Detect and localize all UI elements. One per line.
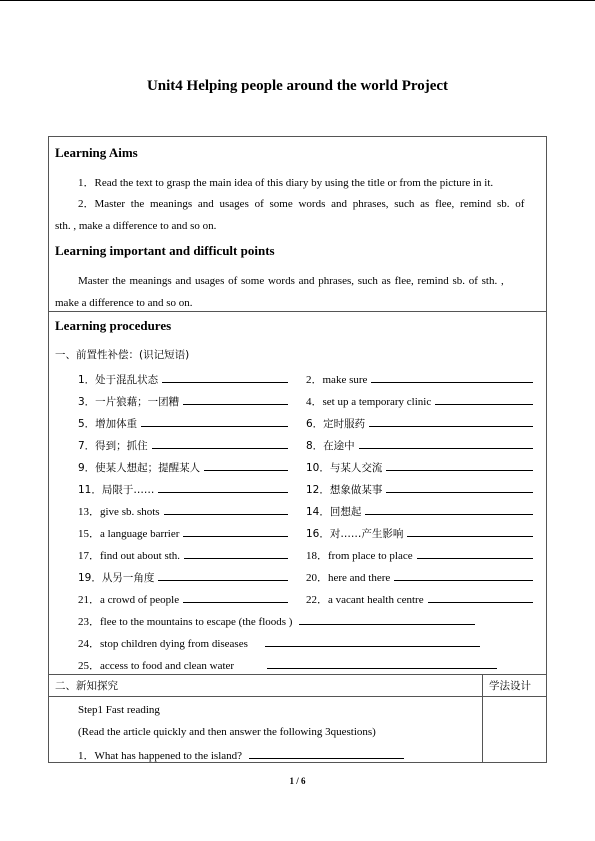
- vocab-item-label: 17．find out about sth.: [78, 550, 181, 562]
- question-1-answer-blank[interactable]: [249, 747, 404, 759]
- vocab-item-label: 11．局限于……: [78, 484, 155, 496]
- vocab-item: [306, 393, 533, 409]
- vocab-item-23-blank[interactable]: [299, 613, 475, 625]
- vocab-item-blank[interactable]: [164, 503, 288, 515]
- vocab-item-label: 21．a crowd of people: [78, 594, 180, 606]
- side-column-heading: 学法设计: [489, 680, 531, 692]
- question-1: [78, 747, 404, 763]
- vocab-item-label: 19．从另一角度: [78, 572, 155, 584]
- vocab-item: [78, 569, 288, 585]
- vocab-item: [78, 371, 288, 387]
- vocab-item-25-label: 25．access to food and clean water: [78, 660, 235, 672]
- vocab-item: [306, 503, 533, 519]
- vocab-item: [78, 437, 288, 453]
- vocab-item-blank[interactable]: [428, 591, 533, 603]
- vocab-item: [306, 459, 533, 475]
- procedures-heading: Learning procedures: [55, 318, 172, 333]
- vocab-item-label: 8．在途中: [306, 440, 355, 452]
- vocab-item-label: 20．here and there: [306, 572, 391, 584]
- vocab-item-24: [78, 635, 480, 651]
- vocab-item-25-blank[interactable]: [267, 657, 497, 669]
- vocab-item: [78, 415, 288, 431]
- vocab-item: [78, 459, 288, 475]
- vocab-item-label: 18．from place to place: [306, 550, 413, 562]
- vocab-item: [306, 415, 533, 431]
- step1-instruction: (Read the article quickly and then answer the following 3questions): [78, 726, 376, 738]
- vocab-item-label: 22．a vacant health centre: [306, 594, 424, 606]
- step1-heading: Step1 Fast reading: [78, 704, 160, 716]
- divider-step1: [48, 696, 547, 697]
- vocab-item-label: 13．give sb. shots: [78, 506, 160, 518]
- vocab-item: [306, 525, 533, 541]
- vocab-item: [78, 525, 288, 541]
- divider-procedures: [48, 311, 547, 312]
- vocab-item-blank[interactable]: [359, 437, 533, 449]
- vocab-item-label: 4．set up a temporary clinic: [306, 396, 432, 408]
- vocab-item-blank[interactable]: [158, 481, 288, 493]
- aim-item-2-line2: sth. , make a difference to and so on.: [55, 220, 217, 232]
- vocab-item-label: 14．回想起: [306, 506, 362, 518]
- vocab-item: [306, 547, 533, 563]
- vocab-item-label: 3．一片狼藉；一团糟: [78, 396, 180, 408]
- vocab-item: [306, 437, 533, 453]
- vocab-item: [78, 481, 288, 497]
- vocab-item-label: 10．与某人交流: [306, 462, 383, 474]
- learning-aims-heading: Learning Aims: [55, 145, 138, 160]
- vocab-item-label: 5．增加体重: [78, 418, 138, 430]
- vocab-item-label: 15．a language barrier: [78, 528, 180, 540]
- vocab-item-blank[interactable]: [162, 371, 288, 383]
- vocab-item-blank[interactable]: [204, 459, 288, 471]
- vocab-item-blank[interactable]: [394, 569, 533, 581]
- vocab-item-blank[interactable]: [386, 459, 533, 471]
- vocab-item: [306, 481, 533, 497]
- question-1-label: 1．What has happened to the island?: [78, 750, 243, 762]
- vocab-item-label: 9．使某人想起；提醒某人: [78, 462, 201, 474]
- section2-heading: 二、新知探究: [55, 680, 118, 692]
- vocab-item: [78, 591, 288, 607]
- vocab-item-blank[interactable]: [183, 591, 288, 603]
- important-points-line2: make a difference to and so on.: [55, 297, 193, 309]
- vocab-item: [306, 569, 533, 585]
- section1-heading: 一、前置性补偿：(识记短语): [55, 349, 190, 361]
- vocab-item-blank[interactable]: [184, 547, 288, 559]
- vocab-item: [78, 547, 288, 563]
- vocab-item-24-label: 24．stop children dying from diseases: [78, 638, 248, 650]
- vocab-item-blank[interactable]: [141, 415, 288, 427]
- vocab-item-blank[interactable]: [386, 481, 533, 493]
- vocab-item-blank[interactable]: [407, 525, 533, 537]
- vocab-item-blank[interactable]: [152, 437, 288, 449]
- vocab-item-23-label: 23．flee to the mountains to escape (the floods ): [78, 616, 293, 628]
- aim-item-1: 1．Read the text to grasp the main idea of this diary by using the title or from the picture in it.: [78, 177, 494, 189]
- vocab-item: [78, 393, 288, 409]
- page-title: Unit4 Helping people around the world Project: [146, 78, 449, 94]
- vocab-item-blank[interactable]: [371, 371, 533, 383]
- vocab-item-24-blank[interactable]: [265, 635, 480, 647]
- divider-side-column: [482, 674, 483, 763]
- vocab-item-blank[interactable]: [183, 525, 288, 537]
- vocab-item-blank[interactable]: [435, 393, 533, 405]
- vocab-item: [78, 503, 288, 519]
- vocab-item-blank[interactable]: [158, 569, 288, 581]
- vocab-item-blank[interactable]: [365, 503, 533, 515]
- vocab-item-blank[interactable]: [183, 393, 288, 405]
- vocab-item-23: [78, 613, 475, 629]
- vocab-item-label: 2．make sure: [306, 374, 368, 386]
- vocab-item-label: 6．定时服药: [306, 418, 366, 430]
- vocab-item: [306, 371, 533, 387]
- vocab-item-label: 16．对……产生影响: [306, 528, 404, 540]
- important-points-line1: Master the meanings and usages of some words and phrases, such as flee, remind sb. of sth. ,: [78, 275, 504, 287]
- vocab-item-blank[interactable]: [369, 415, 533, 427]
- page-number: 1 / 6: [289, 776, 306, 786]
- vocab-item-label: 12．想象做某事: [306, 484, 383, 496]
- vocab-item: [306, 591, 533, 607]
- page-top-border: [0, 0, 595, 1]
- vocab-item-25: [78, 657, 497, 673]
- vocab-item-label: 1．处于混乱状态: [78, 374, 159, 386]
- vocab-item-label: 7．得到；抓住: [78, 440, 148, 452]
- vocab-item-blank[interactable]: [417, 547, 533, 559]
- important-points-heading: Learning important and difficult points: [55, 243, 275, 258]
- aim-item-2-line1: 2．Master the meanings and usages of some words and phrases, such as flee, remind sb. of: [78, 198, 525, 210]
- divider-section2: [48, 674, 547, 675]
